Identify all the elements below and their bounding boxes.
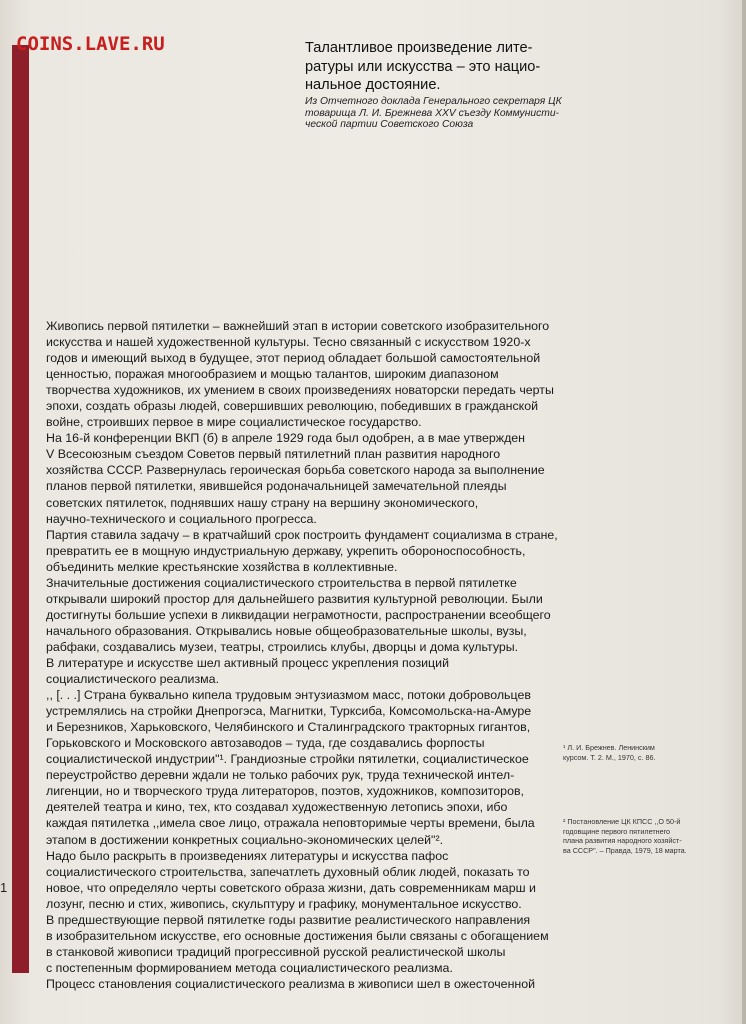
body-line: хозяйства СССР. Развернулась героическая борьба советского народа за выполнение xyxy=(46,463,545,478)
footnote-line: ва СССР". – Правда, 1979, 18 марта. xyxy=(563,845,687,855)
body-line: устремлялись на стройки Днепрогэса, Магнитки, Турксиба, Комсомольска-на-Амуре xyxy=(46,704,532,719)
body-line: лигенции, но и творческого труда литераторов, поэтов, художников, композиторов, xyxy=(46,784,524,799)
body-line: этапом в достижении конкретных социально-экономических целей"². xyxy=(46,832,444,847)
body-line: открывали широкий простор для дальнейшего развития культурной революции. Были xyxy=(46,591,543,606)
body-line: В литературе и искусстве шел активный процесс укрепления позиций xyxy=(46,655,449,670)
footnote-2 xyxy=(563,817,693,855)
epigraph-line: ратуры или искусства – это нацио- xyxy=(305,58,541,75)
body-line: Процесс становления социалистического реализма в живописи шел в ожесточенной xyxy=(46,976,536,991)
body-line: начального образования. Открывались новые общеобразовательные школы, вузы, xyxy=(46,623,527,638)
page-edge-shadow xyxy=(742,0,746,1024)
epigraph-line: Талантливое произведение лите- xyxy=(305,40,533,56)
watermark-text: COINS.LAVE.RU xyxy=(16,33,165,55)
body-line: в изобразительном искусстве, его основные достижения были связаны с обогащением xyxy=(46,928,549,943)
epigraph-source-line: товарища Л. И. Брежнева XXV съезду Коммунисти- xyxy=(305,107,559,119)
body-line: Надо было раскрыть в произведениях литературы и искусства пафос xyxy=(46,848,449,863)
body-line: Живопись первой пятилетки – важнейший этап в истории советского изобразительного xyxy=(46,319,550,333)
body-line: социалистической индустрии"¹. Грандиозные стройки пятилетки, социалистическое xyxy=(46,752,529,767)
body-line: ,, [. . .] Страна буквально кипела трудовым энтузиазмом масс, потоки добровольцев xyxy=(46,688,531,703)
footnote-line: ² Постановление ЦК КПСС ,,О 50-й xyxy=(563,817,681,826)
body-line: эпохи, создать образы людей, совершивших революцию, победивших в гражданской xyxy=(46,399,539,414)
body-text xyxy=(46,318,558,992)
body-line: и Березников, Харьковского, Челябинского и Сталинградского тракторных гигантов, xyxy=(46,720,531,735)
body-line: искусства и нашей художественной культуры. Тесно связанный с искусством 1920-х xyxy=(46,335,531,350)
body-line: советских пятилеток, поднявших нашу страну на вершину экономического, xyxy=(46,495,479,510)
body-line: Партия ставила задачу – в кратчайший срок построить фундамент социализма в стране, xyxy=(46,527,558,542)
body-line: социалистического реализма. xyxy=(46,672,220,687)
body-line: социалистического строительства, запечатлеть духовный облик людей, показать то xyxy=(46,864,530,879)
body-line: ценностью, поражая многообразием и мощью талантов, широким диапазоном xyxy=(46,367,499,382)
epigraph-source xyxy=(305,96,575,131)
body-line: объединить мелкие крестьянские хозяйства в коллективные. xyxy=(46,559,398,574)
footnote-line: курсом. Т. 2. М., 1970, с. 86. xyxy=(563,752,656,762)
body-line: научно-технического и социального прогресса. xyxy=(46,511,317,526)
footnote-line: ¹ Л. И. Брежнев. Ленинским xyxy=(563,743,655,752)
margin-page-number: 1 xyxy=(0,880,8,895)
body-line: V Всесоюзным съездом Советов первый пятилетний план развития народного xyxy=(46,447,501,462)
footnote-1 xyxy=(563,743,693,762)
red-margin-bar xyxy=(12,45,29,973)
epigraph-source-line: Из Отчетного доклада Генерального секретаря ЦК xyxy=(305,96,562,107)
body-line: с постепенным формированием метода социалистического реализма. xyxy=(46,960,453,975)
body-line: лозунг, песню и стих, живопись, скульптуру и графику, монументальное искусство. xyxy=(46,896,522,911)
body-line: годов и имеющий выход в будущее, этот период обладает большой самостоятельной xyxy=(46,351,541,366)
body-line: в станковой живописи традиций прогрессивной русской реалистической школы xyxy=(46,944,506,959)
footnote-line: плана развития народного хозяйст- xyxy=(563,836,682,845)
body-line: деятелей театра и кино, тех, кто создавал художественную летопись эпохи, ибо xyxy=(46,800,508,815)
body-line: достигнуты большие успехи в ликвидации неграмотности, распространении всеобщего xyxy=(46,607,551,622)
epigraph-source-line: ческой партии Советского Союза xyxy=(305,119,474,131)
body-line: планов первой пятилетки, явившейся родоначальницей замечательной плеяды xyxy=(46,479,507,494)
body-line: Горьковского и Московского автозаводов – туда, где создавались форпосты xyxy=(46,736,485,751)
body-line: новое, что определяло черты советского образа жизни, дать современникам марш и xyxy=(46,880,536,895)
epigraph-line: нальное достояние. xyxy=(305,77,441,93)
body-line: В предшествующие первой пятилетке годы развитие реалистического направления xyxy=(46,912,531,927)
body-line: переустройство деревни ждали не только рабочих рук, труда технической интел- xyxy=(46,768,515,783)
body-line: каждая пятилетка ,,имела свое лицо, отражала неповторимые черты времени, была xyxy=(46,816,535,831)
body-line: На 16-й конференции ВКП (б) в апреле 1929 года был одобрен, а в мае утвержден xyxy=(46,431,526,446)
body-line: рабфаки, создавались музеи, театры, строились клубы, дворцы и дома культуры. xyxy=(46,639,519,654)
body-line: Значительные достижения социалистического строительства в первой пятилетке xyxy=(46,575,517,590)
footnote-line: годовщине первого пятилетнего xyxy=(563,826,671,836)
body-line: творчества художников, их умением в своих произведениях новаторски передать черты xyxy=(46,383,554,398)
body-line: превратить ее в мощную индустриальную державу, укрепить обороноспособность, xyxy=(46,543,526,558)
epigraph-quote xyxy=(305,39,575,95)
body-line: войне, строивших первое в мире социалистическое государство. xyxy=(46,415,422,430)
